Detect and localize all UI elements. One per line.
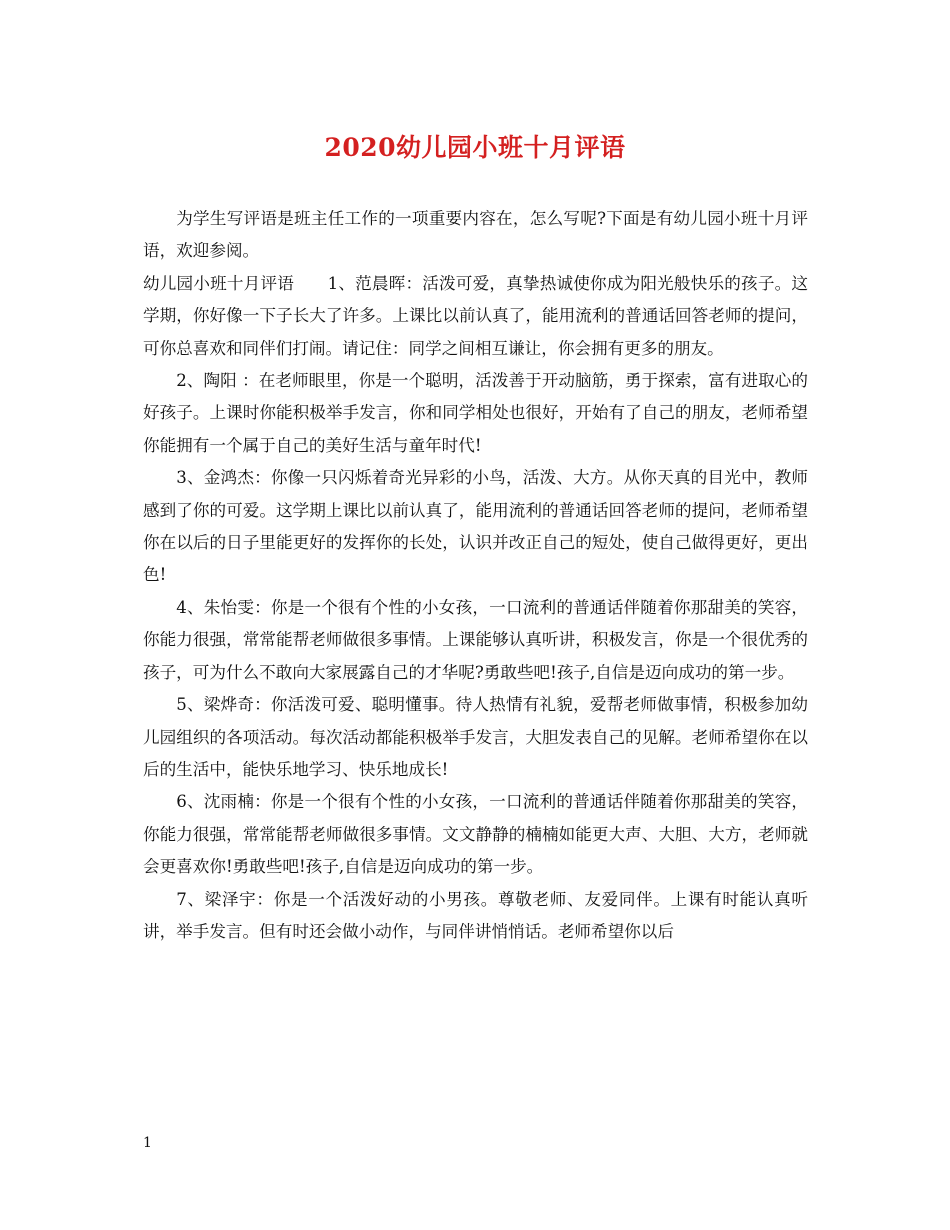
comment-paragraph-6: 6、沈雨楠：你是一个很有个性的小女孩，一口流利的普通话伴随着你那甜美的笑容，你能力很强，常常能帮老师做很多事情。文文静静的楠楠如能更大声、大胆、大方，老师就会更喜欢你!勇敢些吧!孩子,自信是迈向成功的第一步。 (143, 792, 808, 877)
intro-paragraph: 为学生写评语是班主任工作的一项重要内容在，怎么写呢?下面是有幼儿园小班十月评语，欢迎参阅。 (143, 209, 808, 261)
comment-paragraph-5: 5、梁烨奇：你活泼可爱、聪明懂事。待人热情有礼貌，爱帮老师做事情，积极参加幼儿园组织的各项活动。每次活动都能积极举手发言，大胆发表自己的见解。老师希望你在以后的生活中，能快乐地学习、快乐地成长! (143, 695, 808, 779)
comment-paragraph-2: 2、陶阳 ：在老师眼里，你是一个聪明，活泼善于开动脑筋，勇于探索，富有进取心的好孩子。上课时你能积极举手发言，你和同学相处也很好，开始有了自己的朋友，老师希望你能拥有一个属于自己的美好生活与童年时代! (143, 371, 808, 455)
comment-paragraph-4: 4、朱怡雯：你是一个很有个性的小女孩，一口流利的普通话伴随着你那甜美的笑容，你能力很强，常常能帮老师做很多事情。上课能够认真听讲，积极发言，你是一个很优秀的孩子，可为什么不敢向大家展露自己的才华呢?勇敢些吧!孩子,自信是迈向成功的第一步。 (143, 597, 808, 682)
comment-paragraph-7: 7、梁泽宇：你是一个活泼好动的小男孩。尊敬老师、友爱同伴。上课有时能认真听讲，举手发言。但有时还会做小动作，与同伴讲悄悄话。老师希望你以后 (143, 889, 808, 941)
document-body (143, 203, 808, 948)
comment-paragraph-3: 3、金鸿杰：你像一只闪烁着奇光异彩的小鸟，活泼、大方。从你天真的目光中，教师感到了你的可爱。这学期上课比以前认真了，能用流利的普通话回答老师的提问，老师希望你在以后的日子里能更好的发挥你的长处，认识并改正自己的短处，使自己做得更好，更出色! (143, 468, 808, 585)
document-title: 2020幼儿园小班十月评语 (324, 133, 626, 162)
page-number: 1 (143, 1135, 152, 1151)
comment-paragraph-1: 幼儿园小班十月评语 1、范晨晖：活泼可爱，真挚热诚使你成为阳光般快乐的孩子。这学期，你好像一下子长大了许多。上课比以前认真了，能用流利的普通话回答老师的提问，可你总喜欢和同伴们打闹。请记住：同学之间相互谦让，你会拥有更多的朋友。 (143, 273, 808, 358)
